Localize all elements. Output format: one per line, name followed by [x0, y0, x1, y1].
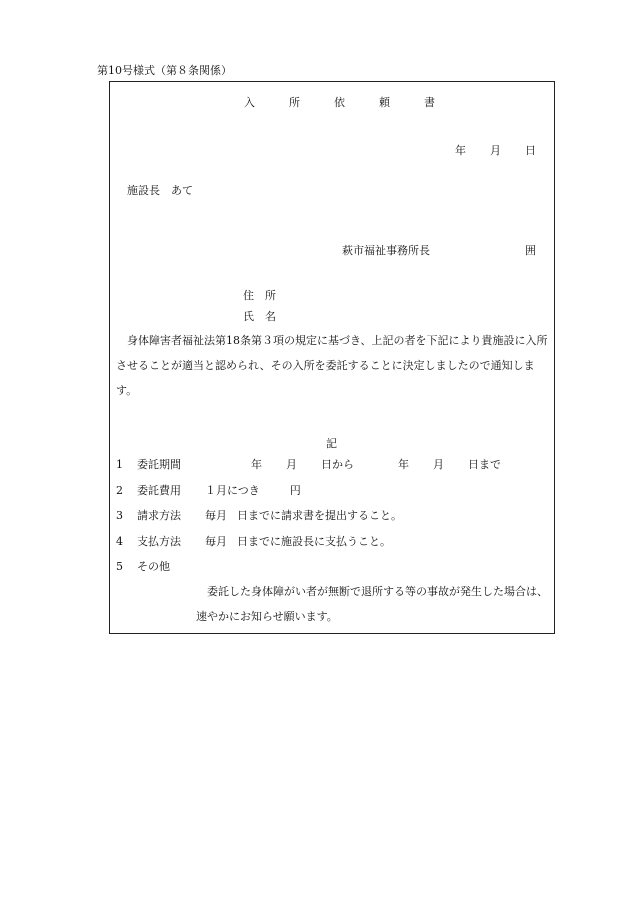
seal-mark: 囲	[525, 244, 536, 257]
title-char: 頼	[379, 96, 390, 109]
list-item	[116, 484, 301, 498]
name-label: 氏 名	[243, 310, 276, 323]
item-label: 委託期間	[137, 458, 181, 471]
date-line	[455, 144, 536, 158]
title-char: 所	[289, 96, 300, 109]
other-text: 委託した身体障がい者が無断で退所する等の事故が発生した場合は、速やかにお知らせ願います。	[196, 585, 548, 623]
item-text: 月	[433, 458, 444, 471]
item-text: 円	[289, 484, 301, 497]
item-label: 請求方法	[137, 509, 181, 522]
title-char: 書	[424, 96, 435, 109]
body-text: 身体障害者福祉法第18条第３項の規定に基づき、上記の者を下記により貴施設に入所させることが適当と認められ、その入所を委託することに決定しましたので通知します。	[116, 334, 548, 397]
list-item	[116, 509, 402, 523]
list-item	[116, 458, 501, 472]
form-number: 第10号様式（第８条関係）	[97, 64, 232, 77]
date-day: 日	[525, 144, 536, 157]
item-text: 年	[251, 458, 262, 471]
item-text: 日から	[321, 458, 354, 471]
item-text: 月	[286, 458, 297, 471]
ki-heading: 記	[326, 437, 337, 450]
item-label: 委託費用	[137, 484, 181, 497]
address-label: 住 所	[243, 289, 276, 302]
date-month: 月	[490, 144, 501, 157]
item-number: 4	[116, 535, 123, 548]
item-text: 日までに施設長に支払うこと。	[237, 535, 391, 548]
document-title	[244, 96, 435, 110]
date-year: 年	[455, 144, 466, 157]
item-label: その他	[137, 560, 170, 573]
item-label: 支払方法	[137, 535, 181, 548]
title-char: 依	[334, 96, 345, 109]
item-text: 年	[398, 458, 409, 471]
list-item	[116, 560, 170, 574]
item-text: １月につき	[205, 484, 260, 497]
item-text: 毎月	[205, 535, 227, 548]
addressee: 施設長 あて	[127, 184, 193, 197]
item-number: 1	[116, 458, 123, 471]
item-number: 2	[116, 484, 123, 497]
issuer: 萩市福祉事務所長	[342, 244, 430, 257]
list-item	[116, 535, 391, 549]
title-char: 入	[244, 96, 255, 109]
item-number: 5	[116, 560, 123, 573]
item-text: 日まで	[468, 458, 501, 471]
item-text: 日までに請求書を提出すること。	[237, 509, 402, 522]
item-text: 毎月	[205, 509, 227, 522]
item-number: 3	[116, 509, 123, 522]
